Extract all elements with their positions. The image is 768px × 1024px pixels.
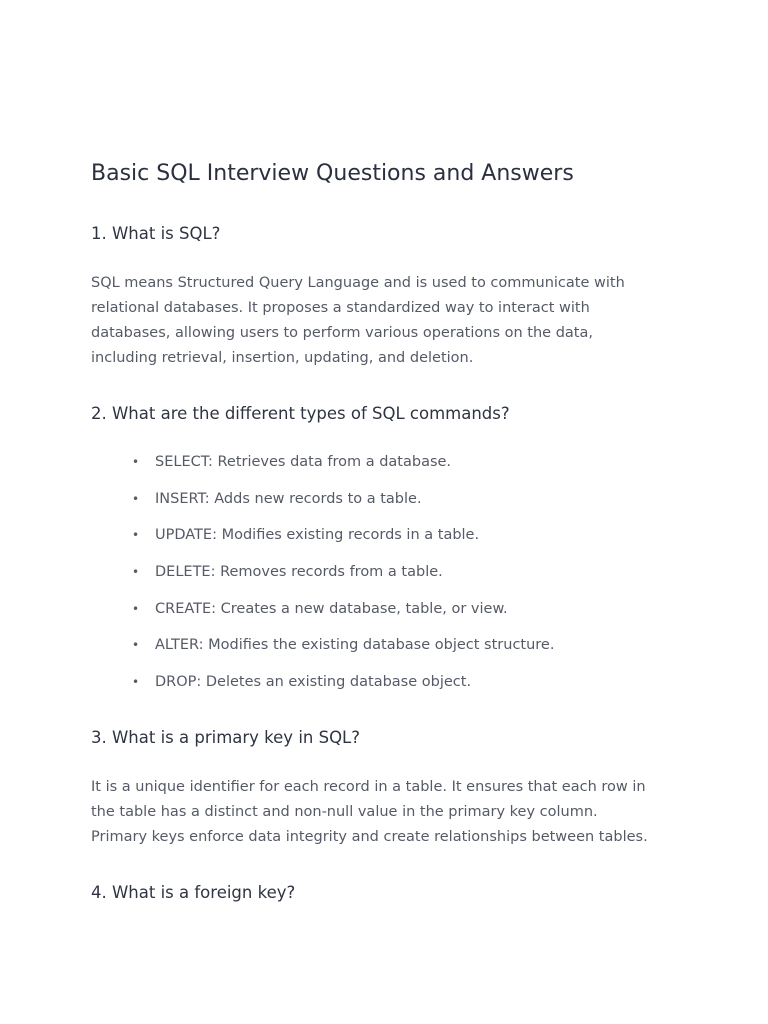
list-item [91,560,554,597]
bullet-icon: • [132,491,140,506]
list-item [91,450,554,487]
list-item [91,597,554,634]
bullet-icon: • [132,601,140,616]
list-item-text: DELETE: Removes records from a table. [155,564,443,581]
answer-line: Primary keys enforce data integrity and create relationships between tables. [91,829,648,845]
list-item-text: CREATE: Creates a new database, table, or view. [155,600,508,617]
answer-paragraph-1 [91,271,691,371]
bullet-icon: • [132,565,140,580]
question-heading-2: 2. What are the different types of SQL commands? [91,404,510,423]
question-heading-1: 1. What is SQL? [91,224,221,243]
answer-line: databases, allowing users to perform various operations on the data, [91,325,593,341]
list-item [91,487,554,524]
bullet-icon: • [132,638,140,653]
bullet-icon: • [132,675,140,690]
answer-line: It is a unique identifier for each record in a table. It ensures that each row in [91,779,646,795]
list-item-text: INSERT: Adds new records to a table. [155,490,422,507]
question-heading-4: 4. What is a foreign key? [91,883,296,902]
page-title: Basic SQL Interview Questions and Answers [91,161,574,186]
answer-line: SQL means Structured Query Language and is used to communicate with [91,275,625,291]
answer-paragraph-3 [91,775,691,850]
list-item [91,670,554,707]
list-item-text: ALTER: Modifies the existing database object structure. [155,637,555,654]
list-item [91,523,554,560]
question-heading-3: 3. What is a primary key in SQL? [91,728,361,747]
answer-line: relational databases. It proposes a standardized way to interact with [91,300,590,316]
list-item-text: DROP: Deletes an existing database object. [155,674,472,691]
list-item-text: SELECT: Retrieves data from a database. [155,454,452,470]
list-item [91,633,554,670]
answer-line: including retrieval, insertion, updating, and deletion. [91,350,474,366]
bullet-icon: • [132,528,140,543]
bullet-icon: • [132,455,140,469]
sql-commands-list [91,450,554,707]
answer-line: the table has a distinct and non-null value in the primary key column. [91,804,598,820]
list-item-text: UPDATE: Modifies existing records in a table. [155,527,480,544]
